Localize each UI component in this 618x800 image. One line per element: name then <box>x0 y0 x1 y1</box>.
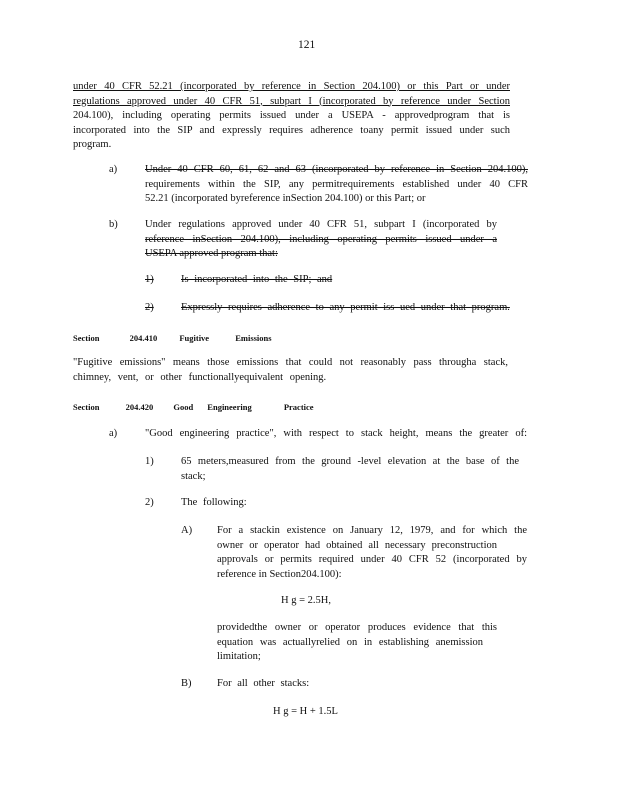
item-2-text: The following: <box>181 497 247 508</box>
section-420-heading-title3: Practice <box>283 402 314 412</box>
section-420-a-text: "Good engineering practice", with respect to stack height, means the greater of: <box>145 428 527 439</box>
item-b-line-2: reference inSection 204.100), including operating permits issued under a <box>145 233 497 245</box>
item-b-line-3: USEPA approved program that: <box>145 248 278 259</box>
item-b-sub1-text: Is incorporated into the SIP; and <box>181 274 333 285</box>
item-a-line-3: 52.21 (incorporated byreference inSection 204.100) or this Part; or <box>145 193 426 204</box>
section-420-heading-section: Section <box>73 402 100 412</box>
item-1-line-1: 65 meters,measured from the ground -level elevation at the base of the <box>181 456 519 467</box>
item-a-line-2: requirements within the SIP, any permitrequirements established under 40 CFR <box>145 178 528 190</box>
item-a-text <box>145 163 528 207</box>
section-410-heading <box>73 331 272 346</box>
section-410-heading-number: 204.410 <box>129 333 158 343</box>
section-410-heading-section: Section <box>73 333 100 343</box>
item-A-line-4: reference in Section204.100): <box>217 568 342 580</box>
item-A-label: A) <box>181 525 193 536</box>
item-b-label: b) <box>109 219 118 230</box>
section-420-heading-title1: Good <box>173 402 194 412</box>
intro-line-1: under 40 CFR 52.21 (incorporated by reference in Section 204.100) or this Part or under <box>73 81 510 92</box>
item-A-line-1: For a stackin existence on January 12, 1979, and for which the <box>217 525 527 536</box>
section-420-a-label: a) <box>109 428 118 439</box>
item-A-line-2: owner or operator had obtained all necessary preconstruction <box>217 539 497 551</box>
section-410-heading-title1: Fugitive <box>179 333 210 343</box>
intro-line-4: incorporated into the SIP and expressly requires adherence toany permit issued under such <box>73 124 510 136</box>
item-b-line-1: Under regulations approved under 40 CFR 51, subpart I (incorporated by <box>145 219 497 230</box>
item-b-sub2-text: Expressly requires adherence to any permit iss ued under that program. <box>181 302 510 313</box>
item-a-label: a) <box>109 164 118 175</box>
item-1-line-2: stack; <box>181 470 206 482</box>
item-A-proviso-line-1: providedthe owner or operator produces evidence that this <box>217 622 497 633</box>
item-1-text <box>181 455 519 484</box>
item-b-text <box>145 218 497 262</box>
formula-1: H g = 2.5H, <box>281 595 331 606</box>
intro-line-2: regulations approved under 40 CFR 51, subpart I (incorporated by reference under Section <box>73 95 510 107</box>
item-b-sub2-label: 2) <box>145 302 154 313</box>
item-A-text <box>217 524 527 582</box>
section-420-heading-number: 204.420 <box>125 402 154 412</box>
intro-line-3: 204.100), including operating permits issued under a USEPA - approvedprogram that is <box>73 110 510 121</box>
item-a-line-1: Under 40 CFR 60, 61, 62 and 63 (incorporated by reference in Section 204.100), <box>145 164 528 175</box>
item-A-line-3: approvals or permits required under 40 CFR 52 (incorporated by <box>217 554 527 565</box>
item-1-label: 1) <box>145 456 154 467</box>
item-2-label: 2) <box>145 497 154 508</box>
section-410-line-1: "Fugitive emissions" means those emissions that could not reasonably pass througha stack, <box>73 357 508 368</box>
section-410-line-2: chimney, vent, or other functionallyequivalent opening. <box>73 371 327 383</box>
page-number: 121 <box>298 39 316 51</box>
item-A-proviso-line-2: equation was actuallyrelied on in establishing anemission <box>217 636 483 648</box>
item-b-sub1-label: 1) <box>145 274 154 285</box>
item-A-proviso-line-3: limitation; <box>217 651 261 662</box>
intro-paragraph <box>73 80 510 153</box>
section-410-heading-title2: Emissions <box>235 333 272 343</box>
section-410-body <box>73 356 508 385</box>
item-A-proviso <box>217 621 497 665</box>
item-B-text: For all other stacks: <box>217 678 310 689</box>
section-420-heading-title2: Engineering <box>207 402 252 412</box>
intro-line-5: program. <box>73 139 112 150</box>
formula-2: H g = H + 1.5L <box>273 706 338 717</box>
section-420-heading <box>73 400 314 415</box>
item-B-label: B) <box>181 678 192 689</box>
